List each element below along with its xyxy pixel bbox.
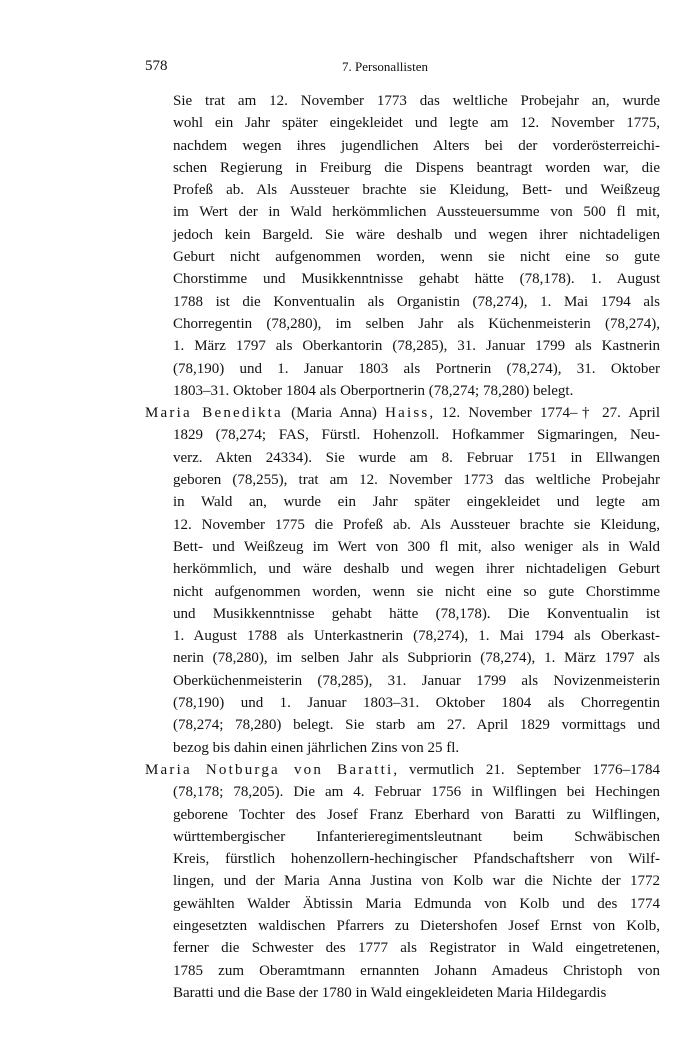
text-line: in Wald an, wurde ein Jahr später eingekleidet und legte am (173, 494, 660, 511)
text-line: 12. November 1775 die Profeß ab. Als Aussteuer brachte sie Kleidung, (173, 516, 660, 533)
person-entry (145, 402, 660, 759)
text-line: Chorregentin (78,280), im selben Jahr als Küchenmeisterin (78,274), (173, 315, 660, 332)
entry-continuation (145, 90, 660, 402)
entry-heading-line (145, 402, 660, 424)
text-line: 1829 (78,274; FAS, Fürstl. Hohenzoll. Hofkammer Sigmaringen, Neu- (173, 427, 660, 444)
text-line: wohl ein Jahr später eingekleidet und legte am 12. November 1775, (173, 115, 660, 132)
text-line: 1. August 1788 als Unterkastnerin (78,274), 1. Mai 1794 als Oberkast- (173, 628, 660, 645)
text-line: lingen, und der Maria Anna Justina von Kolb war die Nichte der 1772 (173, 873, 660, 890)
text-line: gewählten Walder Äbtissin Maria Edmunda von Kolb und des 1774 (173, 895, 660, 912)
text-line: ferner die Schwester des 1777 als Registrator in Wald eingetretenen, (173, 940, 660, 957)
text-line: Sie trat am 12. November 1773 das weltliche Probejahr an, wurde (173, 93, 660, 109)
text-line: bezog bis dahin einen jährlichen Zins von 25 fl. (173, 739, 460, 756)
text-line: jedoch kein Bargeld. Sie wäre deshalb und wegen ihrer nichtadeligen (173, 226, 660, 243)
text-line: Profeß ab. Als Aussteuer brachte sie Kleidung, Bett- und Weißzeug (173, 182, 660, 199)
text-line: und Musikkenntnisse gehabt hätte (78,178). Die Konventualin ist (173, 605, 660, 622)
text-line: (78,178; 78,205). Die am 4. Februar 1756 in Wilflingen bei Hechingen (173, 784, 660, 801)
text-line: Geburt nicht aufgenommen worden, wenn sie nicht eine so gute (173, 249, 660, 266)
text-line: 1803–31. Oktober 1804 als Oberportnerin (78,274; 78,280) belegt. (173, 382, 574, 399)
text-line: Baratti und die Base der 1780 in Wald eingekleideten Maria Hildegardis (173, 984, 607, 1001)
text-line: nerin (78,280), im selben Jahr als Subpriorin (78,274), 1. März 1797 als (173, 650, 660, 667)
entry-heading-line (145, 759, 660, 781)
text-line: eingesetzten waldischen Pfarrers zu Dietershofen Josef Ernst von Kolb, (173, 917, 660, 934)
person-name: Maria Benedikta (145, 405, 283, 422)
body-text (145, 90, 660, 1004)
person-dates: , vermutlich 21. September 1776–1784 (393, 761, 660, 778)
person-alias: (Maria Anna) (282, 405, 386, 422)
text-line: nachdem wegen ihres jugendlichen Alters bei der vorderösterreichi- (173, 137, 660, 154)
person-name: Maria Notburga von Baratti (145, 761, 394, 778)
person-entry (145, 759, 660, 1004)
text-line: Chorstimme und Musikkenntnisse gehabt hätte (78,178). 1. August (173, 271, 660, 288)
text-line: geborene Tochter des Josef Franz Eberhard von Baratti zu Wilflingen, (173, 806, 660, 823)
text-line: im Wert der in Wald herkömmlichen Aussteuersumme von 500 fl mit, (173, 204, 660, 221)
text-line: geboren (78,255), trat am 12. November 1773 das weltliche Probejahr (173, 472, 660, 489)
running-head (145, 58, 665, 80)
text-line: (78,190) und 1. Januar 1803 als Portnerin (78,274), 31. Oktober (173, 360, 660, 377)
text-line: herkömmlich, und wäre deshalb und wegen ihrer nichtadeligen Geburt (173, 561, 660, 578)
person-surname: Haiss (385, 405, 430, 422)
text-line: 1788 ist die Konventualin als Organistin (78,274), 1. Mai 1794 als (173, 293, 660, 310)
chapter-title: 7. Personallisten (342, 59, 428, 74)
text-line: (78,190) und 1. Januar 1803–31. Oktober 1804 als Chorregentin (173, 695, 660, 712)
text-line: württembergischer Infanterieregimentsleutnant beim Schwäbischen (173, 828, 660, 845)
text-line: nicht aufgenommen worden, wenn sie nicht eine so gute Chorstimme (173, 583, 660, 600)
person-dates: , 12. November 1774–† 27. April (429, 405, 660, 422)
text-line: 1785 zum Oberamtmann ernannten Johann Amadeus Christoph von (173, 962, 660, 979)
text-line: verz. Akten 24334). Sie wurde am 8. Februar 1751 in Ellwangen (173, 449, 660, 466)
text-line: Kreis, fürstlich hohenzollern-hechingischer Pfandschaftsherr von Wilf- (173, 851, 660, 868)
text-line: Bett- und Weißzeug im Wert von 300 fl mit, also weniger als in Wald (173, 538, 660, 555)
text-line: (78,274; 78,280) belegt. Sie starb am 27. April 1829 vormittags und (173, 717, 660, 734)
text-line: schen Regierung in Freiburg die Dispens beantragt worden war, die (173, 159, 660, 176)
text-line: Oberküchenmeisterin (78,285), 31. Januar 1799 als Novizenmeisterin (173, 672, 660, 689)
page-number: 578 (145, 58, 168, 74)
text-line: 1. März 1797 als Oberkantorin (78,285), 31. Januar 1799 als Kastnerin (173, 338, 660, 355)
